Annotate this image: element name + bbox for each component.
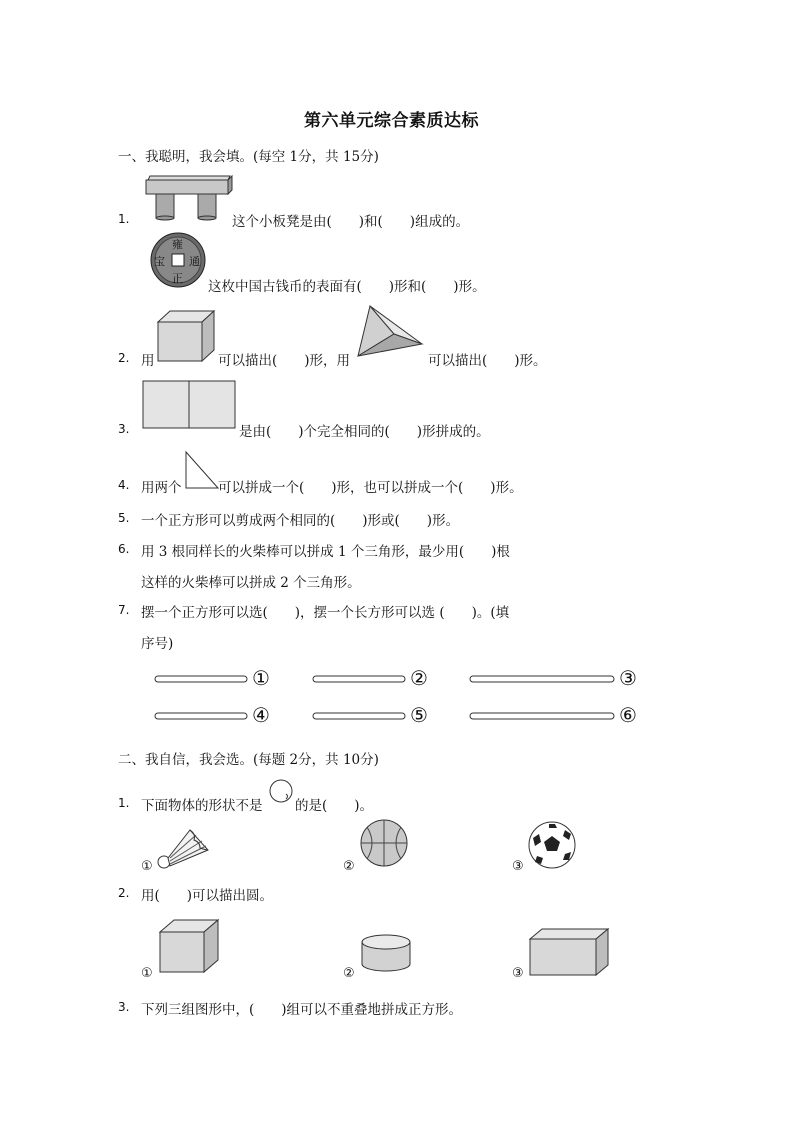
- q4-text-b: 可以拼成一个( )形，也可以拼成一个( )形。: [218, 480, 523, 496]
- s2-q1-number: 1.: [118, 796, 130, 810]
- q6-line-2: 这样的火柴棒可以拼成 2 个三角形。: [141, 575, 361, 591]
- stick-2: [312, 675, 408, 683]
- bench-image: [144, 174, 234, 222]
- coin-char-right: 通: [189, 255, 200, 268]
- q4-text-a: 用两个: [141, 480, 182, 496]
- q7-line-2: 序号): [141, 636, 174, 652]
- s2-q3-text: 下列三组图形中，( )组可以不重叠地拼成正方形。: [141, 1002, 463, 1018]
- q2-text-c: 可以描出( )形。: [428, 353, 547, 369]
- s2-q2-text: 用( )可以描出圆。: [141, 888, 274, 904]
- stick-1-label: ①: [252, 666, 270, 690]
- section-1-heading: 一、我聪明，我会填。(每空 1分，共 15分): [118, 149, 379, 165]
- shuttlecock-image: [154, 826, 212, 870]
- s2-q1-option-1-label: ①: [141, 859, 153, 874]
- q5-text: 一个正方形可以剪成两个相同的( )形或( )形。: [141, 513, 460, 529]
- cylinder-image: [360, 934, 412, 974]
- q1-text-coin: 这枚中国古钱币的表面有( )形和( )形。: [208, 279, 486, 295]
- stick-6: [469, 712, 617, 720]
- right-triangle-image: [184, 450, 220, 492]
- q2-text-a: 用: [141, 353, 155, 369]
- s2-q1-option-2-label: ②: [343, 859, 355, 874]
- s2-q2-option-2-label: ②: [343, 966, 355, 981]
- q2-text-b: 可以描出( )形，用: [218, 353, 351, 369]
- q2-number: 2.: [118, 351, 130, 365]
- stick-5-label: ⑤: [410, 703, 428, 727]
- coin-image: [150, 232, 206, 288]
- coin-char-left: 宝: [154, 255, 165, 268]
- cuboid-image: [528, 927, 612, 977]
- two-squares-image: [142, 380, 238, 430]
- cube-image: [157, 310, 217, 364]
- stick-3-label: ③: [619, 666, 637, 690]
- stick-6-label: ⑥: [619, 703, 637, 727]
- q3-number: 3.: [118, 422, 130, 436]
- option-cube-image: [158, 918, 222, 976]
- pyramid-image: [356, 304, 426, 362]
- q1-number: 1.: [118, 212, 130, 226]
- q4-number: 4.: [118, 478, 130, 492]
- s2-q1-text-b: 的是( )。: [295, 798, 374, 814]
- stick-5: [312, 712, 408, 720]
- s2-q2-option-1-label: ①: [141, 966, 153, 981]
- circle-shape-image: [268, 778, 294, 804]
- s2-q1-text-a: 下面物体的形状不是: [141, 798, 263, 814]
- s2-q1-option-3-label: ③: [512, 859, 524, 874]
- q7-number: 7.: [118, 603, 130, 617]
- section-2-heading: 二、我自信，我会选。(每题 2分，共 10分): [118, 752, 379, 768]
- q6-number: 6.: [118, 542, 130, 556]
- coin-char-top: 雍: [172, 238, 183, 251]
- q5-number: 5.: [118, 511, 130, 525]
- q6-line-1: 用 3 根同样长的火柴棒可以拼成 1 个三角形，最少用( )根: [141, 544, 510, 560]
- stick-1: [154, 675, 250, 683]
- page-title: 第六单元综合素质达标: [304, 111, 479, 131]
- s2-q2-number: 2.: [118, 886, 130, 900]
- stick-4: [154, 712, 250, 720]
- q1-text-bench: 这个小板凳是由( )和( )组成的。: [232, 214, 470, 230]
- q7-line-1: 摆一个正方形可以选( )，摆一个长方形可以选 ( )。(填: [141, 605, 510, 621]
- s2-q3-number: 3.: [118, 1000, 130, 1014]
- stick-2-label: ②: [410, 666, 428, 690]
- q3-text: 是由( )个完全相同的( )形拼成的。: [239, 424, 490, 440]
- stick-3: [469, 675, 617, 683]
- basketball-image: [359, 818, 409, 868]
- s2-q2-option-3-label: ③: [512, 966, 524, 981]
- coin-char-bottom: 正: [172, 272, 183, 285]
- soccer-ball-image: [527, 820, 577, 870]
- stick-4-label: ④: [252, 703, 270, 727]
